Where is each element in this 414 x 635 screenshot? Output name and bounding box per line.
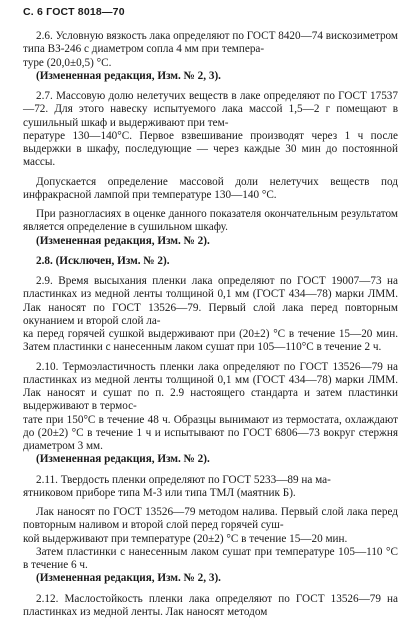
paragraph-2-11: 2.11. Твердость пленки определяют по ГОСТ 5233—89 на ма- ятниковом приборе типа М-3 или типа ТМЛ (маятник Б). <box>23 473 331 499</box>
paragraph-2-9: 2.9. Время высыхания пленки лака определяют по ГОСТ 19007—73 на пластинках из медной ленты толщиной 0,1 мм (ГОСТ 434—78) марки ЛММ. Лак наносят по ГОСТ 13526—79. Первый слой лака перед повторным окунанием и второй слой ла- ка перед горячей сушкой выдерживают при (20±2) °С в течение 15—20 мин. Затем пластинки с нанесенным лаком сушат при 105—110°С в течение 2 ч. <box>23 275 398 354</box>
page-header: С. 6 ГОСТ 8018—70 <box>23 6 125 18</box>
paragraph-2-6: 2.6. Условную вязкость лака определяют по ГОСТ 8420—74 вискозиметром типа ВЗ-246 с диаметром сопла 4 мм при темпера- туре (20,0±0,5) °С. <box>23 30 399 69</box>
amendment-note: (Измененная редакция, Изм. № 2, 3). <box>36 69 221 82</box>
paragraph-2-12: 2.12. Маслостойкость пленки лака определяют по ГОСТ 13526—79 на пластинках из медной ленты. Лак наносят методом <box>23 592 398 618</box>
paragraph-2-7: 2.7. Массовую долю нелетучих веществ в лаке определяют по ГОСТ 17537—72. Для этого навеску испытуемого лака массой 1,5—2 г помещают в сушильный шкаф и выдерживают при тем- пературе 130—140°С. Первое взвешивание производят через 1 ч после выдержки в шкафу, последующие — через каждые 30 мин до постоянной массы. <box>23 90 398 169</box>
paragraph-2-7-infrared: Допускается определение массовой доли нелетучих веществ под инфракрасной лампой при температуре 130—140 °С. <box>23 175 398 201</box>
paragraph-2-7-dispute: При разногласиях в оценке данного показателя окончательным результатом является определение в сушильном шкафу. <box>23 208 398 234</box>
amendment-note: (Измененная редакция, Изм. № 2). <box>36 453 210 466</box>
amendment-note: (Измененная редакция, Изм. № 2). <box>36 234 210 247</box>
paragraph-2-11-method: Лак наносят по ГОСТ 13526—79 методом налива. Первый слой лака перед повторным наливом и второй слой перед горячей суш- кой выдерживают при температуре (20±2) °С в течение 15—20 мин. <box>23 506 398 545</box>
amendment-note: (Измененная редакция, Изм. № 2, 3). <box>36 572 221 585</box>
paragraph-2-8: 2.8. (Исключен, Изм. № 2). <box>36 254 170 267</box>
document-body <box>23 30 398 619</box>
paragraph-2-11-drying: Затем пластинки с нанесенным лаком сушат при температуре 105—110 °С в течение 6 ч. <box>23 545 398 571</box>
paragraph-2-10: 2.10. Термоэластичность пленки лака определяют по ГОСТ 13526—79 на пластинках из медной ленты толщиной 0,1 мм (ГОСТ 434—78) марки ЛММ. Лак наносят и сушат по п. 2.9 настоящего стандарта и затем пластинки выдерживают в термос- тате при 150°С в течение 48 ч. Образцы вынимают из термостата, охлаждают до (20±2) °С в течение 1 ч и испытывают по ГОСТ 6806—73 вокруг стержня диаметром 3 мм. <box>23 360 398 452</box>
